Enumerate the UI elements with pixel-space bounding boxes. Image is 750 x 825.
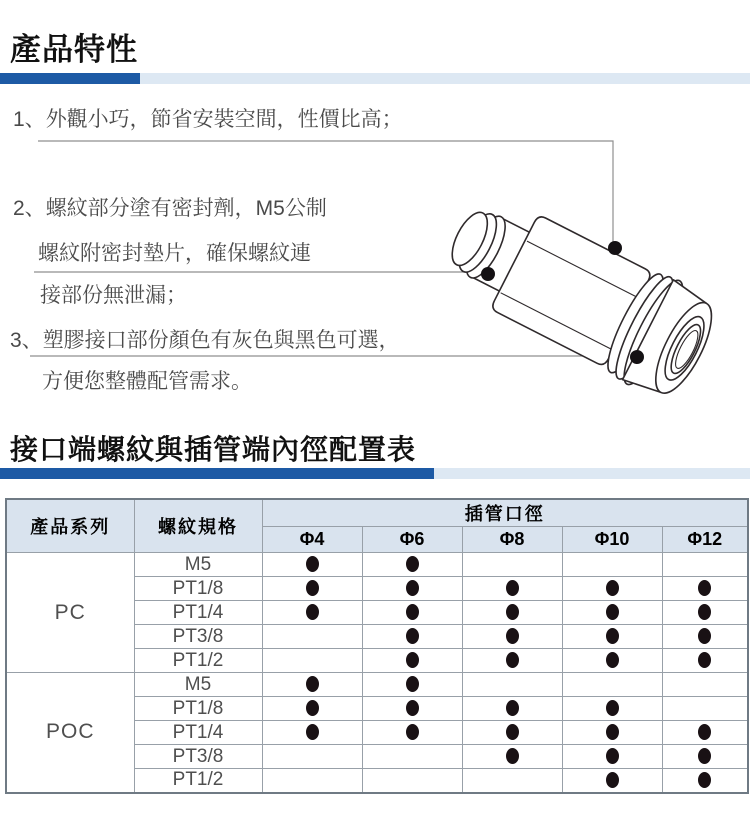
availability-cell [262, 721, 362, 745]
thread-spec-cell: PT3/8 [134, 625, 262, 649]
availability-cell [262, 649, 362, 673]
availability-cell [562, 553, 662, 577]
availability-cell [462, 601, 562, 625]
availability-cell [562, 649, 662, 673]
availability-cell [562, 721, 662, 745]
feature-1-line-1 [13, 107, 403, 133]
availability-cell [662, 697, 748, 721]
availability-cell [262, 745, 362, 769]
table-row [6, 553, 748, 577]
col-header-d12: Φ12 [662, 527, 748, 553]
availability-cell [362, 649, 462, 673]
col-header-d10: Φ10 [562, 527, 662, 553]
availability-dot [698, 748, 711, 764]
feature-2-line-3 [40, 283, 187, 309]
col-header-d6: Φ6 [362, 527, 462, 553]
availability-cell [662, 625, 748, 649]
availability-dot [306, 556, 319, 572]
availability-cell [562, 673, 662, 697]
availability-cell [462, 721, 562, 745]
availability-cell [262, 577, 362, 601]
col-header-thread: 螺紋規格 [134, 499, 262, 553]
thread-spec-cell: M5 [134, 553, 262, 577]
availability-cell [362, 577, 462, 601]
availability-cell [262, 553, 362, 577]
feature-2-text-1: 螺紋部分塗有密封劑，M5公制 [45, 197, 327, 220]
availability-cell [362, 625, 462, 649]
feature-3-text-1: 塑膠接口部份顏色有灰色與黑色可選， [42, 329, 400, 352]
availability-cell [262, 625, 362, 649]
callout-dot-2 [481, 267, 495, 281]
thread-spec-cell: PT3/8 [134, 745, 262, 769]
availability-dot [606, 604, 619, 620]
availability-cell [362, 721, 462, 745]
availability-dot [506, 700, 519, 716]
availability-cell [662, 553, 748, 577]
availability-cell [362, 745, 462, 769]
availability-cell [662, 769, 748, 793]
col-header-series: 產品系列 [6, 499, 134, 553]
fitting-drawing-group [432, 181, 726, 407]
thread-ring [452, 209, 504, 278]
availability-dot [406, 628, 419, 644]
thread-spec-cell: M5 [134, 673, 262, 697]
availability-dot [506, 748, 519, 764]
feature-3-line-1 [10, 328, 400, 354]
callout-dot-1 [608, 241, 622, 255]
table-title-underline [0, 468, 750, 479]
tube-opening [657, 311, 711, 385]
availability-cell [262, 769, 362, 793]
front-face [645, 295, 722, 400]
availability-cell [562, 577, 662, 601]
availability-dot [606, 724, 619, 740]
availability-dot [306, 604, 319, 620]
front-sleeve [623, 280, 709, 398]
callout-line-1 [38, 141, 613, 242]
thread-spec-cell: PT1/2 [134, 769, 262, 793]
thread-end-face [445, 207, 494, 270]
availability-dot [698, 772, 711, 788]
table-header-row-1 [6, 499, 748, 527]
feature-1-number: 1、 [13, 108, 46, 131]
inner-bore [666, 321, 707, 377]
availability-cell [362, 673, 462, 697]
availability-cell [362, 697, 462, 721]
availability-dot [306, 700, 319, 716]
availability-dot [406, 676, 419, 692]
availability-dot [606, 772, 619, 788]
feature-3-number: 3、 [10, 329, 43, 352]
availability-dot [406, 724, 419, 740]
hex-body [490, 214, 652, 367]
fitting-neck [471, 218, 537, 295]
col-header-d8: Φ8 [462, 527, 562, 553]
availability-cell [462, 745, 562, 769]
availability-dot [698, 652, 711, 668]
availability-dot [606, 748, 619, 764]
series-name-cell: POC [6, 673, 134, 793]
availability-cell [462, 625, 562, 649]
availability-cell [462, 673, 562, 697]
availability-cell [662, 649, 748, 673]
availability-cell [562, 745, 662, 769]
underline-accent-segment [0, 468, 434, 479]
availability-dot [406, 604, 419, 620]
availability-cell [362, 553, 462, 577]
inner-bore [671, 328, 702, 371]
underline-light-segment [434, 468, 750, 479]
availability-cell [262, 601, 362, 625]
availability-cell [662, 721, 748, 745]
availability-cell [662, 673, 748, 697]
availability-cell [262, 673, 362, 697]
availability-dot [606, 628, 619, 644]
collar-flange [615, 274, 693, 390]
availability-dot [306, 676, 319, 692]
collar-ring [599, 268, 672, 378]
availability-cell [562, 601, 662, 625]
feature-3-line-2 [42, 369, 252, 395]
availability-dot [506, 724, 519, 740]
feature-2-number: 2、 [13, 197, 46, 220]
thread-spec-cell: PT1/8 [134, 697, 262, 721]
thread-spec-cell: PT1/2 [134, 649, 262, 673]
availability-dot [406, 556, 419, 572]
col-header-tube-diameter: 插管口徑 [262, 499, 748, 527]
availability-cell [462, 697, 562, 721]
availability-cell [262, 697, 362, 721]
feature-1-text: 外觀小巧，節省安裝空間，性價比高； [45, 108, 403, 131]
availability-cell [562, 769, 662, 793]
table-section-title: 接口端螺紋與插管端內徑配置表 [10, 434, 417, 465]
underline-light-segment [140, 73, 750, 84]
availability-cell [462, 553, 562, 577]
thread-spec-cell: PT1/4 [134, 721, 262, 745]
availability-dot [306, 724, 319, 740]
table-body [6, 553, 748, 793]
availability-cell [462, 769, 562, 793]
availability-cell [562, 625, 662, 649]
feature-2-line-1 [13, 196, 327, 222]
availability-cell [662, 601, 748, 625]
features-title-underline [0, 73, 750, 84]
availability-dot [406, 700, 419, 716]
features-section-title: 產品特性 [10, 32, 138, 67]
thread-spec-cell: PT1/8 [134, 577, 262, 601]
col-header-d4: Φ4 [262, 527, 362, 553]
availability-dot [506, 652, 519, 668]
hex-edge-line [501, 293, 611, 349]
availability-dot [506, 628, 519, 644]
thread-ring [459, 211, 513, 283]
underline-accent-segment [0, 73, 140, 84]
availability-dot [506, 580, 519, 596]
availability-dot [698, 580, 711, 596]
availability-dot [606, 700, 619, 716]
table-row [6, 673, 748, 697]
availability-dot [306, 580, 319, 596]
series-name-cell: PC [6, 553, 134, 673]
availability-dot [698, 628, 711, 644]
availability-dot [406, 652, 419, 668]
availability-dot [406, 580, 419, 596]
thread-diameter-config-table [5, 498, 749, 794]
callout-dot-3 [630, 350, 644, 364]
availability-dot [698, 604, 711, 620]
availability-cell [562, 697, 662, 721]
feature-2-text-2: 螺紋附密封墊片，確保螺紋連 [38, 242, 311, 265]
hex-edge-line [527, 241, 637, 297]
feature-2-line-2 [38, 241, 311, 267]
collar-ring [607, 271, 682, 384]
feature-3-text-2: 方便您整體配管需求。 [42, 370, 252, 393]
availability-cell [462, 649, 562, 673]
availability-dot [606, 580, 619, 596]
availability-cell [662, 577, 748, 601]
availability-dot [698, 724, 711, 740]
feature-2-text-3: 接部份無泄漏； [40, 284, 187, 307]
availability-cell [362, 601, 462, 625]
availability-dot [506, 604, 519, 620]
availability-cell [362, 769, 462, 793]
availability-cell [462, 577, 562, 601]
availability-dot [606, 652, 619, 668]
availability-cell [662, 745, 748, 769]
thread-spec-cell: PT1/4 [134, 601, 262, 625]
